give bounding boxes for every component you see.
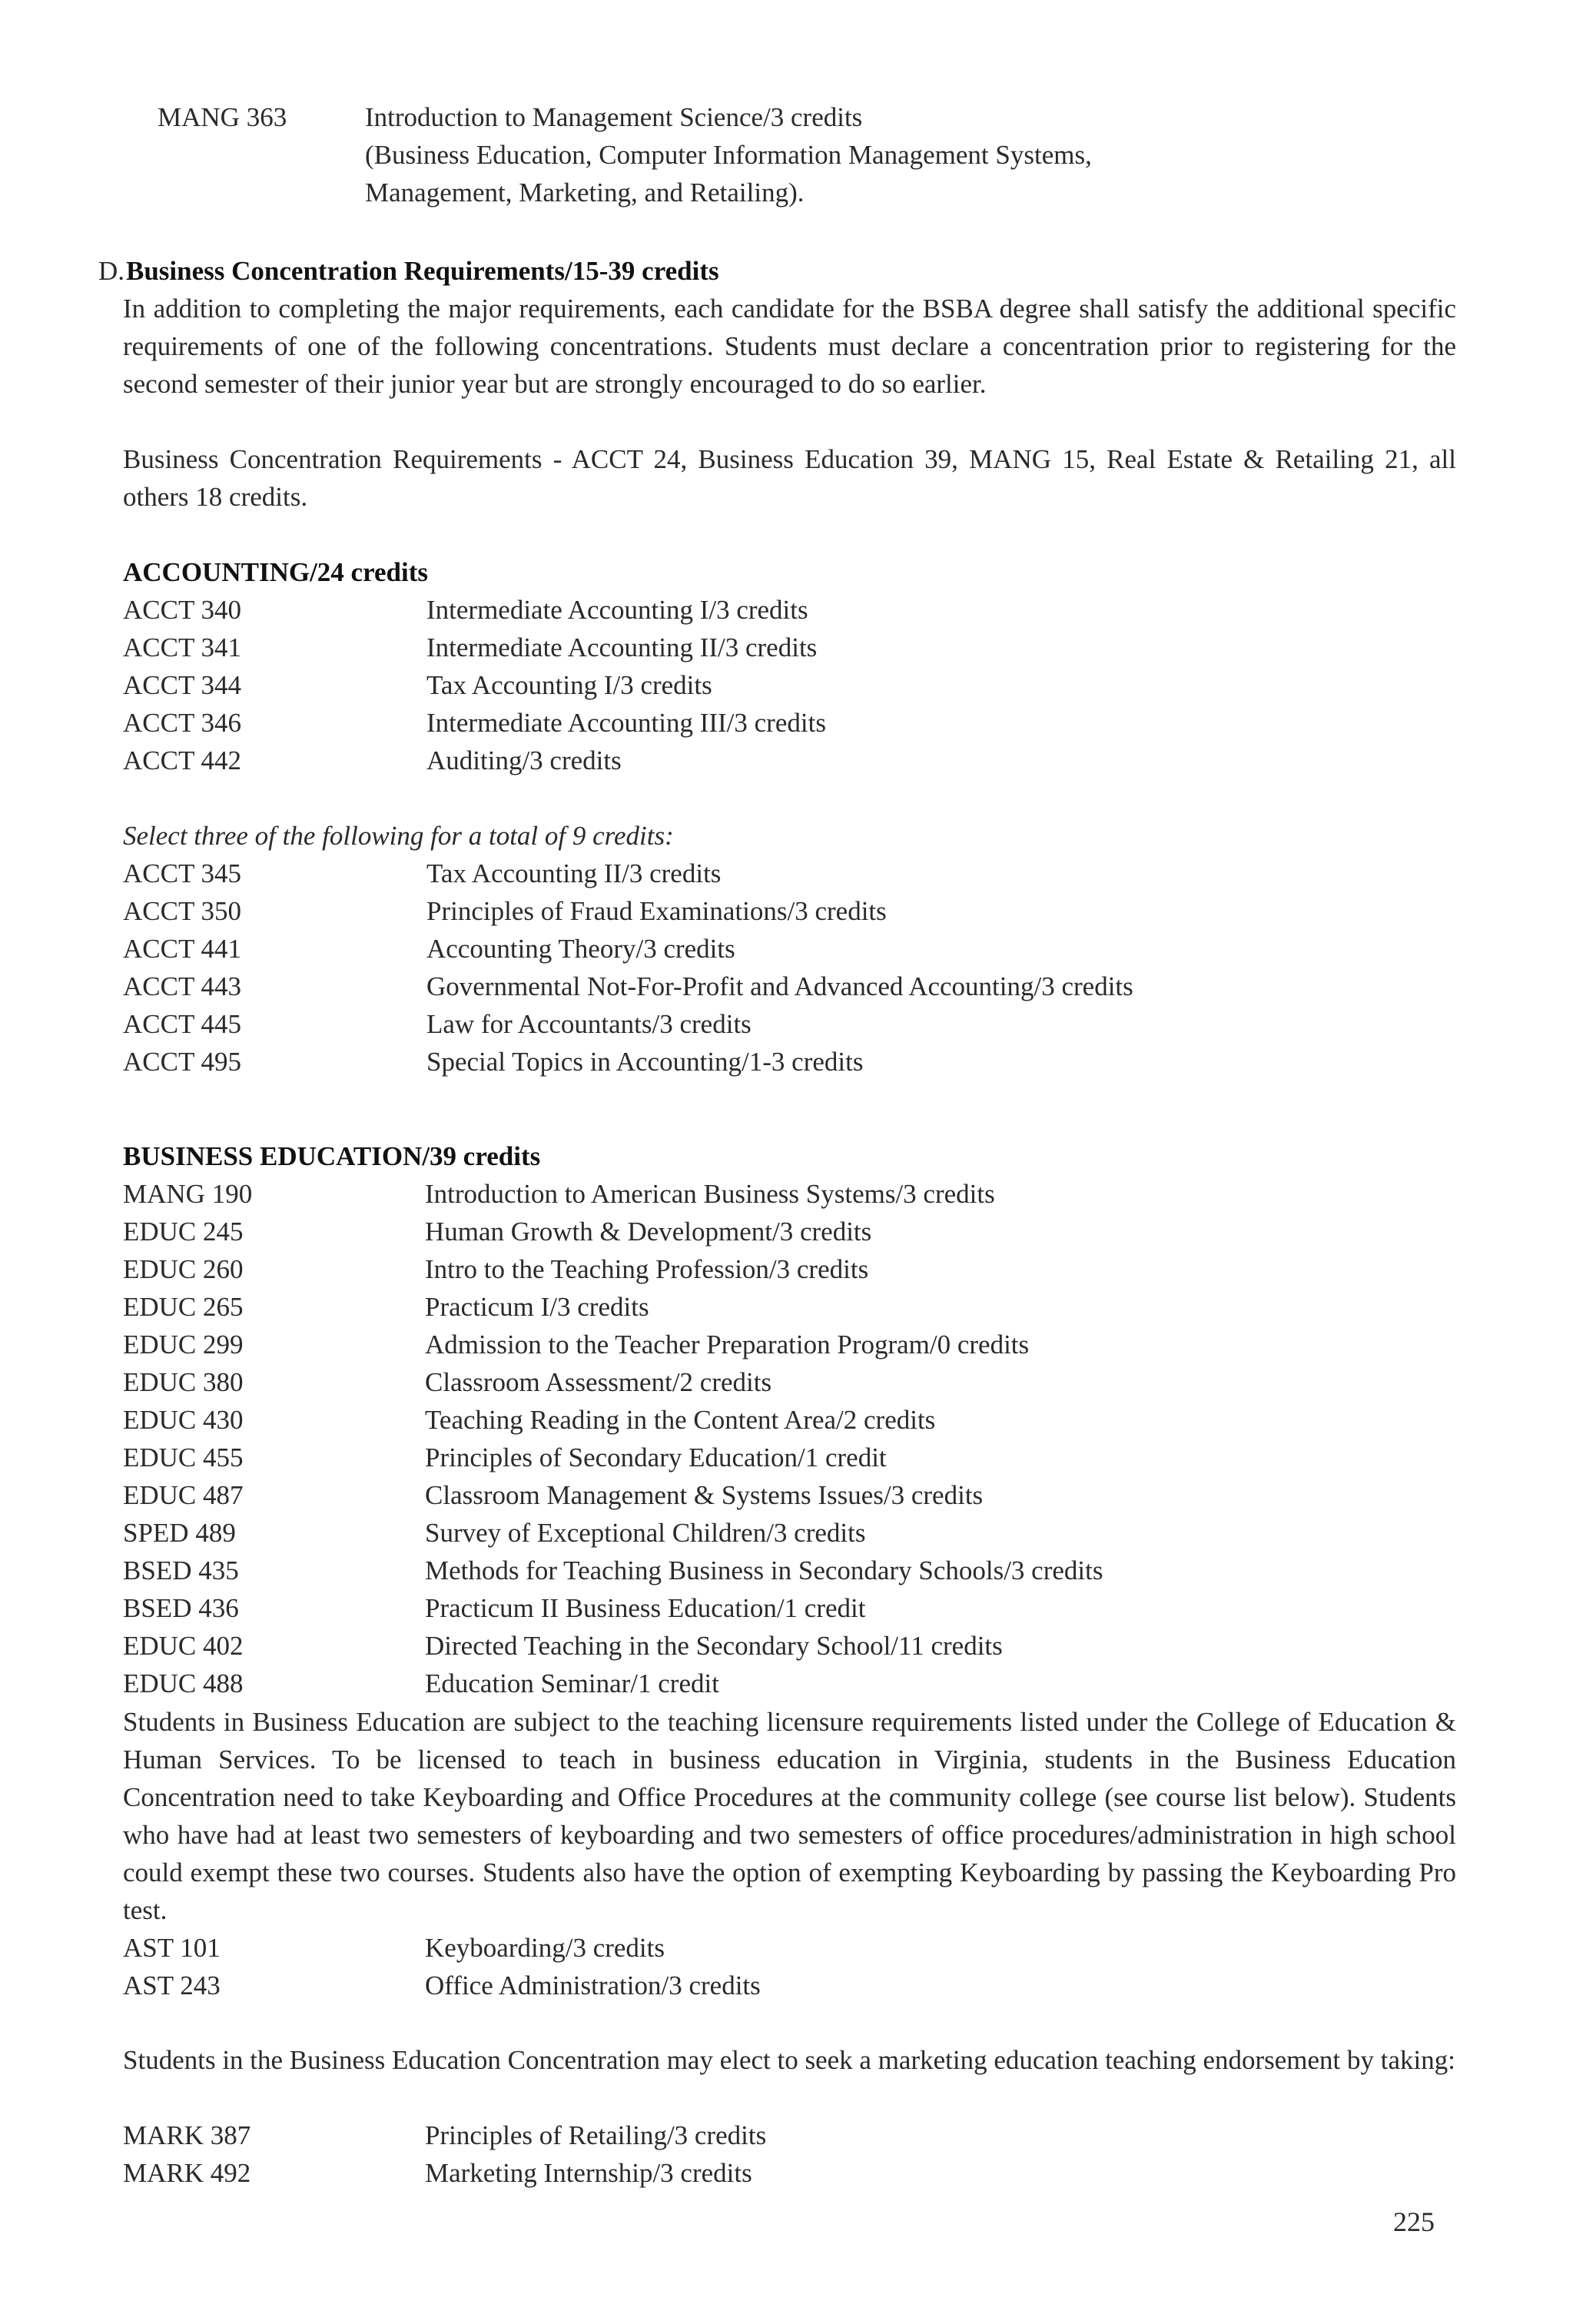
- endorsement-paragraph: Students in the Business Education Concentration may elect to seek a marketing education teaching endorsement by taking:: [123, 2045, 1455, 2075]
- course-title: Survey of Exceptional Children/3 credits: [425, 1518, 866, 1548]
- page-number: 225: [1393, 2206, 1435, 2237]
- course-code: EDUC 488: [123, 1668, 244, 1698]
- course-title: Accounting Theory/3 credits: [426, 934, 735, 964]
- top-course-entry: [158, 98, 1092, 211]
- course-title: Intro to the Teaching Profession/3 credits: [425, 1254, 869, 1284]
- course-code: BSED 436: [123, 1593, 239, 1623]
- course-code: MANG 363: [158, 102, 287, 132]
- course-title: Introduction to American Business Systems/3 credits: [425, 1179, 995, 1209]
- accounting-elective-list: [123, 855, 1133, 1081]
- list-item: [123, 629, 826, 666]
- course-code: EDUC 260: [123, 1254, 244, 1284]
- course-title: Governmental Not-For-Profit and Advanced Accounting/3 credits: [426, 971, 1133, 1001]
- section-letter: D.: [98, 256, 125, 286]
- course-code: EDUC 299: [123, 1330, 244, 1360]
- course-title: Education Seminar/1 credit: [425, 1668, 719, 1698]
- section-d-heading: [98, 252, 719, 290]
- course-code: ACCT 340: [123, 595, 241, 625]
- course-title: Classroom Assessment/2 credits: [425, 1367, 772, 1397]
- course-code: ACCT 441: [123, 934, 241, 964]
- list-item: [123, 1514, 1103, 1552]
- accounting-required-list: [123, 591, 826, 779]
- list-item: [123, 1967, 761, 2004]
- list-item: [123, 1439, 1103, 1476]
- course-title: Intermediate Accounting I/3 credits: [426, 595, 808, 625]
- list-item: [123, 855, 1133, 892]
- course-code: EDUC 430: [123, 1405, 244, 1435]
- list-item: [123, 1005, 1133, 1043]
- course-code: EDUC 380: [123, 1367, 244, 1397]
- list-item: [123, 1175, 1103, 1213]
- course-code: ACCT 495: [123, 1047, 241, 1077]
- course-title: Classroom Management & Systems Issues/3 credits: [425, 1480, 984, 1510]
- list-item: [123, 1326, 1103, 1363]
- list-item: [123, 1627, 1103, 1665]
- endorsement-course-list: [123, 2116, 766, 2192]
- list-item: [123, 1552, 1103, 1589]
- course-code: MARK 492: [123, 2158, 251, 2188]
- course-code: ACCT 346: [123, 708, 241, 738]
- business-education-course-list: [123, 1175, 1103, 1702]
- course-code: ACCT 442: [123, 745, 241, 775]
- course-title: Intermediate Accounting II/3 credits: [426, 632, 818, 662]
- list-item: [123, 1250, 1103, 1288]
- business-education-heading: BUSINESS EDUCATION/39 credits: [123, 1141, 541, 1171]
- course-title: Practicum II Business Education/1 credit: [425, 1593, 866, 1623]
- community-college-course-list: [123, 1929, 761, 2004]
- course-code: SPED 489: [123, 1518, 236, 1548]
- section-title: Business Concentration Requirements/15-39 credits: [126, 256, 719, 286]
- course-title: Principles of Retailing/3 credits: [425, 2120, 767, 2150]
- course-code: EDUC 455: [123, 1443, 244, 1472]
- concentration-credits-paragraph: Business Concentration Requirements - ACCT 24, Business Education 39, MANG 15, Real Estate & Retailing 21, all others 18 credits.: [123, 444, 1456, 512]
- course-title: Tax Accounting I/3 credits: [426, 670, 712, 700]
- course-title: Directed Teaching in the Secondary School/11 credits: [425, 1631, 1003, 1661]
- course-title: Introduction to Management Science/3 credits: [365, 102, 863, 132]
- course-code: MARK 387: [123, 2120, 251, 2150]
- course-code: ACCT 350: [123, 896, 241, 926]
- list-item: [123, 1043, 1133, 1081]
- course-title: Teaching Reading in the Content Area/2 credits: [425, 1405, 936, 1435]
- course-note: Management, Marketing, and Retailing).: [365, 178, 805, 208]
- list-item: [123, 1401, 1103, 1439]
- course-title: Auditing/3 credits: [426, 745, 622, 775]
- course-code: EDUC 265: [123, 1292, 244, 1322]
- course-title: Principles of Secondary Education/1 credit: [425, 1443, 887, 1472]
- list-item: [123, 1665, 1103, 1702]
- course-code: MANG 190: [123, 1179, 253, 1209]
- course-code: ACCT 445: [123, 1009, 241, 1039]
- course-title: Human Growth & Development/3 credits: [425, 1217, 872, 1247]
- course-note: (Business Education, Computer Information Management Systems,: [365, 140, 1092, 170]
- course-title: Law for Accountants/3 credits: [426, 1009, 752, 1039]
- list-item: [123, 1476, 1103, 1514]
- section-d-intro-paragraph: In addition to completing the major requirements, each candidate for the BSBA degree shall satisfy the additional specific requirements of one of the following concentrations. Students must declare a concentration prior to registering for the second semester of their junior year but are strongly encouraged to do so earlier.: [123, 294, 1456, 399]
- course-code: AST 243: [123, 1970, 221, 2000]
- course-title: Special Topics in Accounting/1-3 credits: [426, 1047, 864, 1077]
- course-code: EDUC 245: [123, 1217, 244, 1247]
- course-title: Practicum I/3 credits: [425, 1292, 649, 1322]
- list-item: [123, 1288, 1103, 1326]
- course-title: Tax Accounting II/3 credits: [426, 858, 722, 888]
- list-item: [123, 666, 826, 704]
- course-code: ACCT 341: [123, 632, 241, 662]
- course-title: Office Administration/3 credits: [425, 1970, 761, 2000]
- list-item: [123, 930, 1133, 968]
- course-code: AST 101: [123, 1933, 221, 1963]
- list-item: [123, 892, 1133, 930]
- list-item: [123, 1589, 1103, 1627]
- course-code: ACCT 443: [123, 971, 241, 1001]
- list-item: [123, 2154, 766, 2192]
- course-title: Intermediate Accounting III/3 credits: [426, 708, 826, 738]
- course-title: Keyboarding/3 credits: [425, 1933, 665, 1963]
- accounting-heading: ACCOUNTING/24 credits: [123, 557, 428, 587]
- course-code: ACCT 345: [123, 858, 241, 888]
- course-title: Methods for Teaching Business in Secondary Schools/3 credits: [425, 1555, 1103, 1585]
- list-item: [123, 591, 826, 629]
- course-title: Admission to the Teacher Preparation Program/0 credits: [425, 1330, 1030, 1360]
- list-item: [123, 2116, 766, 2154]
- list-item: [123, 1929, 761, 1967]
- list-item: [123, 1363, 1103, 1401]
- course-code: EDUC 487: [123, 1480, 244, 1510]
- course-code: EDUC 402: [123, 1631, 244, 1661]
- elective-instruction: Select three of the following for a total of 9 credits:: [123, 821, 674, 851]
- list-item: [123, 1213, 1103, 1250]
- course-title: Marketing Internship/3 credits: [425, 2158, 752, 2188]
- list-item: [123, 704, 826, 742]
- course-code: ACCT 344: [123, 670, 241, 700]
- course-title: Principles of Fraud Examinations/3 credits: [426, 896, 887, 926]
- course-code: BSED 435: [123, 1555, 239, 1585]
- list-item: [123, 742, 826, 779]
- licensure-paragraph: Students in Business Education are subject to the teaching licensure requirements listed under the College of Education & Human Services. To be licensed to teach in business education in Virginia, students in the Business Education Concentration need to take Keyboarding and Office Procedures at the community college (see course list below). Students who have had at least two semesters of keyboarding and two semesters of office procedures/administration in high school could exempt these two courses. Students also have the option of exempting Keyboarding by passing the Keyboarding Pro test.: [123, 1707, 1456, 1925]
- list-item: [123, 968, 1133, 1005]
